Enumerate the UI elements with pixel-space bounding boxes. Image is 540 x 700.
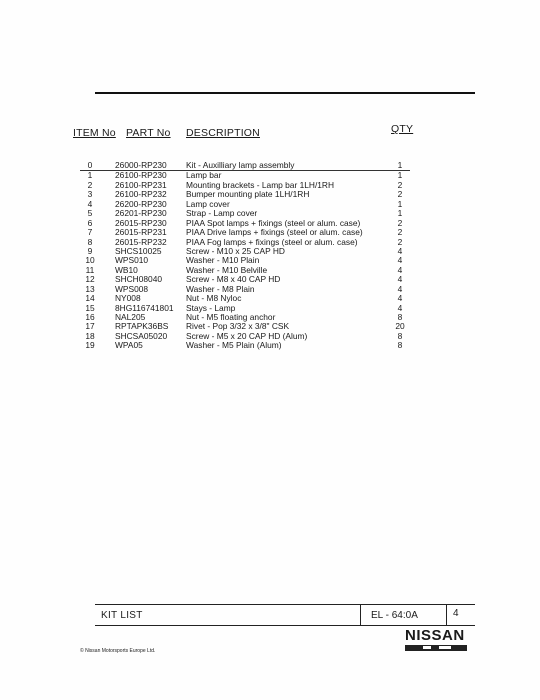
- part-number: 26201-RP230: [115, 208, 167, 219]
- part-number: 26100-RP231: [115, 179, 167, 190]
- item-number: 12: [85, 274, 95, 285]
- part-description: Stays - Lamp: [186, 302, 236, 313]
- part-quantity: 1: [397, 170, 403, 181]
- part-quantity: 2: [397, 189, 403, 200]
- footer-bottom-line: [95, 625, 475, 626]
- item-number: 5: [87, 208, 93, 219]
- part-number: RPTAPK36BS: [115, 321, 169, 332]
- part-description: Washer - M10 Plain: [186, 255, 260, 266]
- part-number: WPS010: [115, 255, 149, 266]
- part-description: Lamp cover: [186, 198, 230, 209]
- part-number: 26015-RP231: [115, 227, 167, 238]
- part-quantity: 4: [397, 293, 403, 304]
- part-description: Rivet - Pop 3/32 x 3/8" CSK: [186, 321, 290, 332]
- parts-list: [80, 161, 410, 351]
- part-number: SHCS10025: [115, 245, 162, 256]
- part-number: 26100-RP230: [115, 170, 167, 181]
- item-number: 1: [87, 170, 93, 181]
- footer-box: [95, 604, 475, 626]
- part-quantity: 4: [397, 274, 403, 285]
- part-quantity: 4: [397, 255, 403, 266]
- part-quantity: 1: [397, 160, 403, 170]
- part-description: PIAA Drive lamps + fixings (steel or alum. case): [186, 227, 363, 238]
- item-number: 0: [87, 160, 93, 170]
- part-description: Nut - M8 Nyloc: [186, 293, 242, 304]
- part-quantity: 8: [397, 330, 403, 341]
- part-quantity: 4: [397, 283, 403, 294]
- part-description: Nut - M5 floating anchor: [186, 312, 276, 322]
- header-part-no: PART No: [126, 127, 171, 139]
- logo-bar: [405, 645, 467, 651]
- part-quantity: 4: [397, 302, 403, 313]
- part-description: Bumper mounting plate 1LH/1RH: [186, 189, 310, 200]
- item-number: 3: [87, 189, 93, 200]
- item-number: 8: [87, 236, 93, 247]
- kit-list-label: KIT LIST: [101, 610, 143, 621]
- footer-divider: [360, 604, 361, 626]
- copyright-text: © Nissan Motorsports Europe Ltd.: [80, 648, 156, 654]
- part-description: Washer - M5 Plain (Alum): [186, 340, 282, 351]
- part-number: 26100-RP232: [115, 189, 167, 200]
- part-number: WPS008: [115, 283, 149, 294]
- part-number: 26000-RP230: [115, 160, 167, 170]
- part-number: NAL205: [115, 312, 146, 322]
- page-number: 4: [453, 608, 459, 619]
- document-reference: EL - 64:0A: [371, 610, 418, 621]
- item-number: 2: [87, 179, 93, 190]
- part-description: Screw - M10 x 25 CAP HD: [186, 245, 285, 256]
- part-number: 26015-RP232: [115, 236, 167, 247]
- brand-name: NISSAN: [405, 627, 465, 644]
- part-description: Strap - Lamp cover: [186, 208, 258, 219]
- part-quantity: 2: [397, 227, 403, 238]
- part-quantity: 1: [397, 208, 403, 219]
- item-number: 14: [85, 293, 95, 304]
- part-description: Screw - M8 x 40 CAP HD: [186, 274, 281, 285]
- item-number: 16: [85, 312, 95, 322]
- item-number: 10: [85, 255, 95, 266]
- table-row: [80, 341, 410, 350]
- item-number: 4: [87, 198, 93, 209]
- part-quantity: 20: [395, 321, 405, 332]
- part-number: WB10: [115, 264, 138, 275]
- item-number: 18: [85, 330, 95, 341]
- part-description: Washer - M8 Plain: [186, 283, 255, 294]
- item-number: 13: [85, 283, 95, 294]
- part-quantity: 2: [397, 217, 403, 228]
- part-quantity: 2: [397, 236, 403, 247]
- header-description: DESCRIPTION: [186, 127, 260, 139]
- nissan-logo: [405, 627, 467, 651]
- item-number: 15: [85, 302, 95, 313]
- part-number: 26200-RP230: [115, 198, 167, 209]
- part-number: SHCH08040: [115, 274, 163, 285]
- footer-top-line: [95, 604, 475, 605]
- part-number: 8HG116741801: [115, 302, 174, 313]
- part-description: Screw - M5 x 20 CAP HD (Alum): [186, 330, 308, 341]
- part-number: 26015-RP230: [115, 217, 167, 228]
- part-description: Kit - Auxilliary lamp assembly: [186, 160, 295, 170]
- part-description: PIAA Spot lamps + fixings (steel or alum. case): [186, 217, 361, 228]
- part-description: PIAA Fog lamps + fixings (steel or alum. case): [186, 236, 358, 247]
- part-description: Lamp bar: [186, 170, 222, 181]
- footer-divider: [446, 604, 447, 626]
- part-quantity: 8: [397, 312, 403, 322]
- part-quantity: 4: [397, 245, 403, 256]
- part-quantity: 4: [397, 264, 403, 275]
- item-number: 7: [87, 227, 93, 238]
- part-quantity: 1: [397, 198, 403, 209]
- item-number: 6: [87, 217, 93, 228]
- part-quantity: 2: [397, 179, 403, 190]
- header-qty: QTY: [391, 123, 414, 135]
- item-number: 11: [85, 264, 95, 275]
- item-number: 17: [85, 321, 95, 332]
- item-number: 19: [85, 340, 95, 351]
- part-quantity: 8: [397, 340, 403, 351]
- header-item-no: ITEM No: [73, 127, 116, 139]
- item-number: 9: [87, 245, 93, 256]
- part-description: Mounting brackets - Lamp bar 1LH/1RH: [186, 179, 335, 190]
- part-number: SHCSA05020: [115, 330, 168, 341]
- part-number: NY008: [115, 293, 141, 304]
- part-number: WPA05: [115, 340, 143, 351]
- part-description: Washer - M10 Belville: [186, 264, 268, 275]
- top-rule: [95, 92, 475, 94]
